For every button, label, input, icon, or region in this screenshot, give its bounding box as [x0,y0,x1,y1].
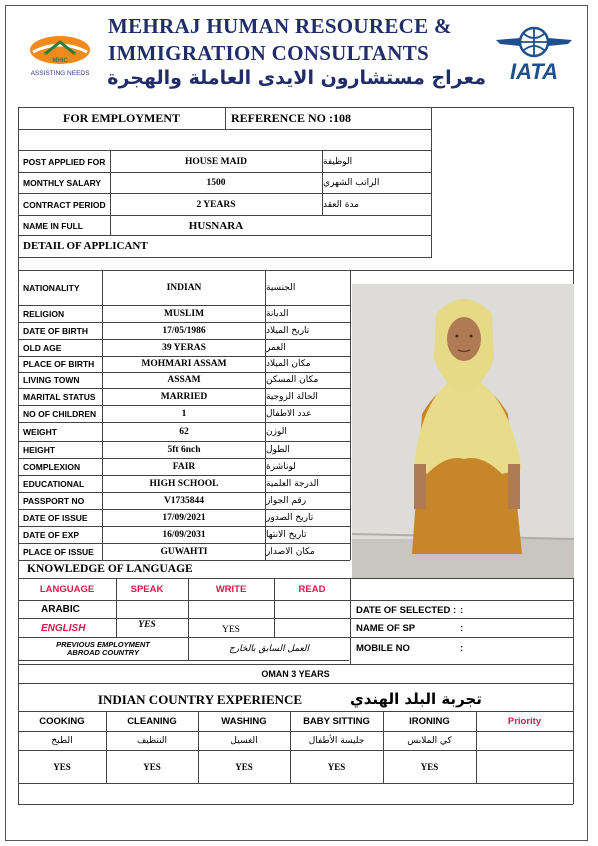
detail-label: LIVING TOWN [23,375,80,385]
detail-arabic: الجنسية [266,283,296,293]
experience-column-header: BABY SITTING [303,716,370,727]
detail-arabic: عدد الاطفال [266,408,312,419]
logo-tagline: ASSISTING NEEDS [30,70,90,77]
detail-arabic: تاريخ الصدور [266,512,314,523]
job-row-label: POST APPLIED FOR [23,156,106,167]
experience-heading-arabic: تجربة البلد الهندي [350,690,482,708]
detail-label: COMPLEXION [23,461,81,472]
language-heading: KNOWLEDGE OF LANGUAGE [27,563,193,575]
detail-value: 17/09/2021 [162,512,206,523]
iata-logo [494,26,574,84]
experience-column-header: CLEANING [127,716,177,727]
experience-column-arabic: الطبخ [51,736,73,746]
col-divider [350,271,351,560]
detail-label: HEIGHT [23,444,56,455]
experience-column-arabic: التنظيف [136,736,168,746]
detail-label: PLACE OF ISSUE [23,546,94,557]
detail-value: MARRIED [160,391,208,402]
col-divider [198,711,199,783]
detail-label: DATE OF EXP [23,529,80,540]
detail-value: INDIAN [166,283,202,293]
detail-label: DATE OF BIRTH [23,325,89,336]
english-language-label: ENGLISH [41,622,86,634]
language-column-header: SPEAK [130,584,164,595]
detail-label: NATIONALITY [23,283,80,293]
name-value: HUSNARA [188,219,244,232]
company-title-line2: IMMIGRATION CONSULTANTS [108,41,429,65]
detail-value: 17/05/1986 [162,325,206,336]
company-logo [25,34,95,82]
previous-employment-line2: ABROAD COUNTRY [67,648,139,657]
experience-heading: INDIAN COUNTRY EXPERIENCE [97,692,303,707]
logo-text: MHIC [52,58,68,64]
detail-heading: DETAIL OF APPLICANT [23,240,148,252]
english-speak-value: YES [138,620,156,630]
detail-arabic: الوزن [266,426,287,437]
detail-value: FAIR [172,461,196,472]
experience-value: YES [327,762,346,772]
experience-value: YES [235,762,253,772]
side-field-label: MOBILE NO [356,642,410,654]
row-divider [18,750,573,751]
detail-value: ASSAM [167,375,201,385]
detail-label: NO OF CHILDREN [23,408,97,419]
col-divider [383,711,384,783]
col-divider [274,578,275,638]
side-field-colon: : [460,622,464,634]
experience-column-arabic: الغسيل [230,736,258,746]
previous-employment-value: OMAN 3 YEARS [261,669,330,679]
detail-label: WEIGHT [23,426,57,437]
detail-label: PASSPORT NO [23,495,85,506]
detail-value: MOHMARI ASSAM [141,359,227,369]
detail-arabic: الطول [266,444,290,455]
detail-arabic: رقم الجواز [266,495,307,506]
detail-value: 62 [179,426,189,437]
experience-column-arabic: جليسة الأطفال [308,736,365,746]
previous-employment-arabic: العمل السابق بالخارج [228,644,310,654]
detail-value: 1 [181,408,187,419]
detail-arabic: لوناشرة [266,461,296,472]
side-field-label: NAME OF SP [356,622,416,634]
for-employment-label: FOR EMPLOYMENT [63,111,180,125]
detail-label: EDUCATIONAL [23,478,85,489]
detail-arabic: تاريخ الانتها [266,529,307,540]
language-column-header: READ [298,584,326,595]
job-row-arabic: الراتب الشهري [323,177,380,188]
detail-label: DATE OF ISSUE [23,512,88,523]
experience-column-header: Priority [507,716,542,727]
arabic-language-label: ARABIC [41,604,80,615]
detail-arabic: العمر [266,342,286,353]
experience-column-arabic: كي الملابس [407,736,452,746]
detail-arabic: الديانة [266,308,289,319]
previous-employment-line1: PREVIOUS EMPLOYMENT [56,640,150,650]
company-title-line1: MEHRAJ HUMAN RESOURECE & [108,14,452,38]
detail-value: MUSLIM [163,308,205,319]
detail-value: GUWAHTI [160,546,208,557]
detail-label: OLD AGE [23,342,62,353]
detail-arabic: مكان الميلاد [266,359,311,369]
detail-arabic: تاريخ الميلاد [266,325,310,336]
job-row-label: CONTRACT PERIOD [23,199,106,210]
language-column-header: LANGUAGE [39,584,95,595]
detail-label: RELIGION [23,308,65,319]
iata-text: IATA [509,59,559,84]
detail-value: 16/09/2031 [162,529,206,540]
detail-label: MARITAL STATUS [23,391,96,402]
job-row-value: HOUSE MAID [184,156,248,167]
row-divider [18,783,573,784]
detail-value: HIGH SCHOOL [149,478,219,489]
col-divider [476,711,477,783]
experience-value: YES [143,762,161,772]
side-field-colon: : [460,604,464,616]
detail-arabic: مكان الاصدار [266,546,315,557]
col-divider [106,711,107,783]
job-row-value: 2 YEARS [196,199,236,210]
company-title-arabic: معراج مستشارون الايدى العاملة والهجرة [107,67,486,89]
detail-value: V1735844 [163,495,205,506]
job-row-value: 1500 [206,177,226,188]
english-write-value: YES [222,625,240,635]
side-field-label: DATE OF SELECTED : [356,604,457,616]
previous-employment-label [18,638,188,660]
experience-column-arabic [476,732,573,750]
detail-label: PLACE OF BIRTH [23,359,95,369]
experience-column-header: IRONING [409,716,450,727]
col-divider [290,711,291,783]
detail-arabic: الحالة الزوجية [266,391,318,402]
detail-arabic: مكان المسكن [266,375,319,385]
detail-arabic: الدرجة العلمية [266,478,319,489]
job-row-arabic: مدة العقد [323,199,359,210]
experience-value: YES [53,762,71,772]
detail-value: 5ft 6nch [167,444,201,455]
job-row-arabic: الوظيفة [323,156,353,167]
experience-column-header: WASHING [221,716,267,727]
job-row-label: MONTHLY SALARY [23,177,102,188]
detail-value: 39 YERAS [162,342,206,353]
applicant-photo [352,284,574,578]
name-label: NAME IN FULL [23,220,83,231]
row-divider [18,731,573,732]
reference-number: REFERENCE NO :108 [231,111,352,125]
experience-column-header: COOKING [39,716,85,727]
experience-value: YES [420,762,439,772]
language-column-header: WRITE [215,584,247,595]
experience-value [476,752,573,782]
side-field-colon: : [460,642,464,654]
